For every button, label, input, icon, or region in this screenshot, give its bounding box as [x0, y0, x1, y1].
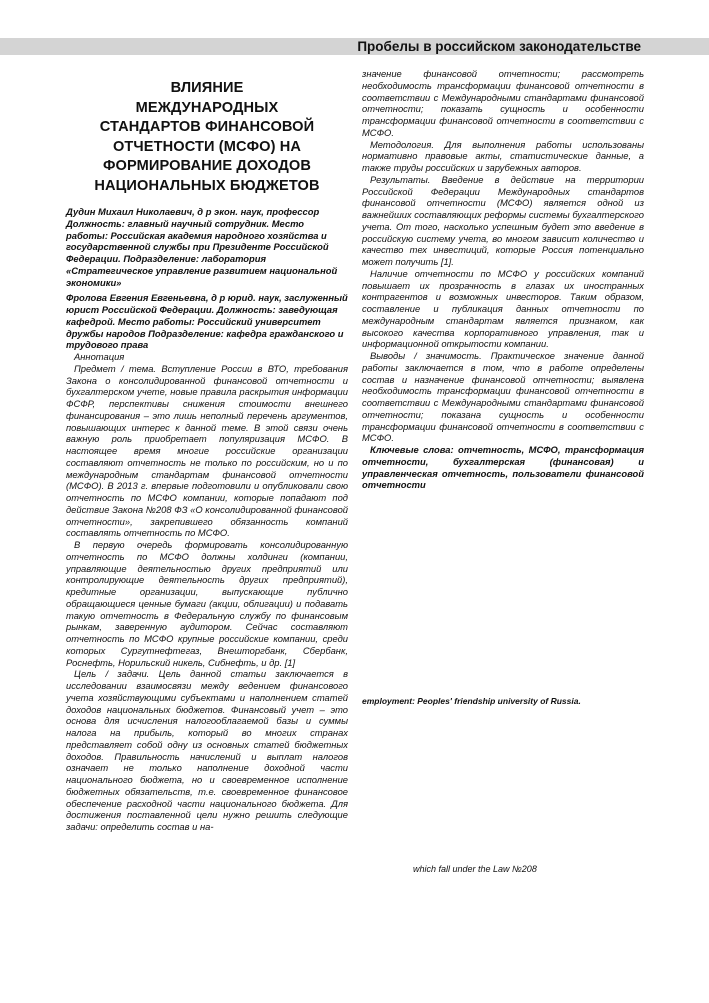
abstract-paragraph: Результаты. Введение в действие на территории Российской Федерации Международных стандартов финансовой отчетности (МСФО) является одной из важнейших составляющих реформы системы бухгалтерского учета. От того, насколько успешным будет это введение в российскую систему учета, во многом зависит количество и качество тех инвестиций, которые Россия потенциально может получить [1].	[362, 173, 644, 267]
author-info-frolova: Фролова Евгения Евгеньевна, д р юрид. наук, заслуженный юрист Российской Федерации. Должность: заведующая кафедрой. Место работы: Российский университет дружбы народов Подразделение: кафедра гражданского и трудового права	[66, 292, 348, 351]
abstract-paragraph: Выводы / значимость. Практическое значение данной работы заключается в том, что в работе определены состав и назначение финансовой отчетности; выявлена необходимость трансформации финансовой отчетности в соответствии с Международными стандартами финансовой отчетности; показана сущность и особенности трансформации финансовой отчетности в соответствии с МСФО.	[362, 350, 644, 444]
title-line: ВЛИЯНИЕ	[170, 80, 244, 96]
abstract-paragraph: Методология. Для выполнения работы использованы нормативно правовые акты, статистические данные, а также труды российских и зарубежных авторов.	[362, 138, 644, 173]
section-title: Пробелы в российском законодательстве	[357, 39, 641, 54]
right-column	[362, 68, 644, 491]
title-line: ОТЧЕТНОСТИ (МСФО) НА	[112, 138, 302, 155]
abstract-paragraph: Цель / задачи. Цель данной статьи заключается в исследовании взаимосвязи между ведением финансового учета хозяйствующими субъектами и наполнением статей доходов национальных бюджетов. Финансовый учет – это основа для исчисления налогооблагаемой базы и суммы налога на прибыль, который во многих странах представляет собой одну из основных статей бюджетных доходов. Правильность начислений и выплат налогов означает не только наполнение доходной части национального бюджета, но и своевременное исполнение бюджетных обязательств, т.е. своевременное финансовое обеспечение расходной части национального бюджета. Для достижения поставленной цели нужно решить следующие задачи: определить состав и на-	[66, 668, 348, 832]
title-line: НАЦИОНАЛЬНЫХ БЮДЖЕТОВ	[94, 177, 320, 194]
title-line: ФОРМИРОВАНИЕ ДОХОДОВ	[102, 158, 312, 174]
section-header-band	[0, 38, 709, 55]
abstract-paragraph: значение финансовой отчетности; рассмотреть необходимость трансформации финансовой отчетности в соответствии с Международными стандартами финансовой отчетности; показать сущность и особенности трансформации финансовой отчетности в соответствии с МСФО.	[362, 68, 644, 138]
abstract-paragraph: Предмет / тема. Вступление России в ВТО, требования Закона о консолидированной финансовой отчетности и бухгалтерском учете, новые правила раскрытия информации ФСФР, перспективы снижения стоимости внешнего финансирования – это лишь неполный перечень аргументов, повышающих интерес к данной теме. В этой связи очень важную роль приобретает популяризация МСФО. В настоящее время многие российские организации составляют отчетность не только по российским, но и по международным стандартам финансовой отчетности (МСФО). В 2013 г. впервые подготовили и опубликовали свою отчетность по МСФО компании, которые попадают под действие Закона №208 ФЗ «О консолидированной финансовой отчетности», закрепившего обязанность компаний составлять отчетность по МСФО.	[66, 362, 348, 539]
abstract-paragraph: В первую очередь формировать консолидированную отчетность по МСФО должны холдинги (компании, управляющие деятельностью других предприятий или контролирующие деятельность других предприятий), кредитные организации, выпускающие публично обращающиеся ценные бумаги (акции, облигации) и подавать такую отчетность в Федеральную службу по финансовым рынкам, заверенную аудитором. Сейчас составляют отчетность по МСФО крупные российские компании, среди которых Сургутнефтегаз, Внешторгбанк, Сбербанк, Роснефть, Норильский никель, Сибнефть, и др. [1]	[66, 539, 348, 668]
left-column	[66, 68, 348, 833]
english-employment-fragment: employment: Peoples' friendship university of Russia.	[362, 696, 581, 706]
author-info-dudin: Дудин Михаил Николаевич, д р экон. наук, профессор Должность: главный научный сотрудник. Место работы: Российская академия народного хозяйства и государственной службы при Президенте Российской Федерации. Подразделение: лаборатория «Стратегическое управление развитием национальной экономики»	[66, 206, 338, 288]
title-line: СТАНДАРТОВ ФИНАНСОВОЙ	[99, 119, 315, 135]
title-line: МЕЖДУНАРОДНЫХ	[135, 99, 279, 116]
abstract-paragraph: Наличие отчетности по МСФО у российских компаний повышает их прозрачность в глазах их иностранных контрагентов и возможных инвесторов. Таким образом, составление и публикация данных отчетности по международным стандартам является признаком, как высокого качества корпоративного управления, так и информационной открытости компании.	[362, 267, 644, 350]
article-title	[66, 79, 348, 196]
abstract-heading: Аннотация	[74, 351, 125, 362]
keywords: Ключевые слова: отчетность, МСФО, трансформация отчетности, бухгалтерская (финансовая) и управленческая отчетность, пользователи финансовой отчетности	[362, 444, 644, 491]
english-law-fragment: which fall under the Law №208	[413, 864, 537, 874]
